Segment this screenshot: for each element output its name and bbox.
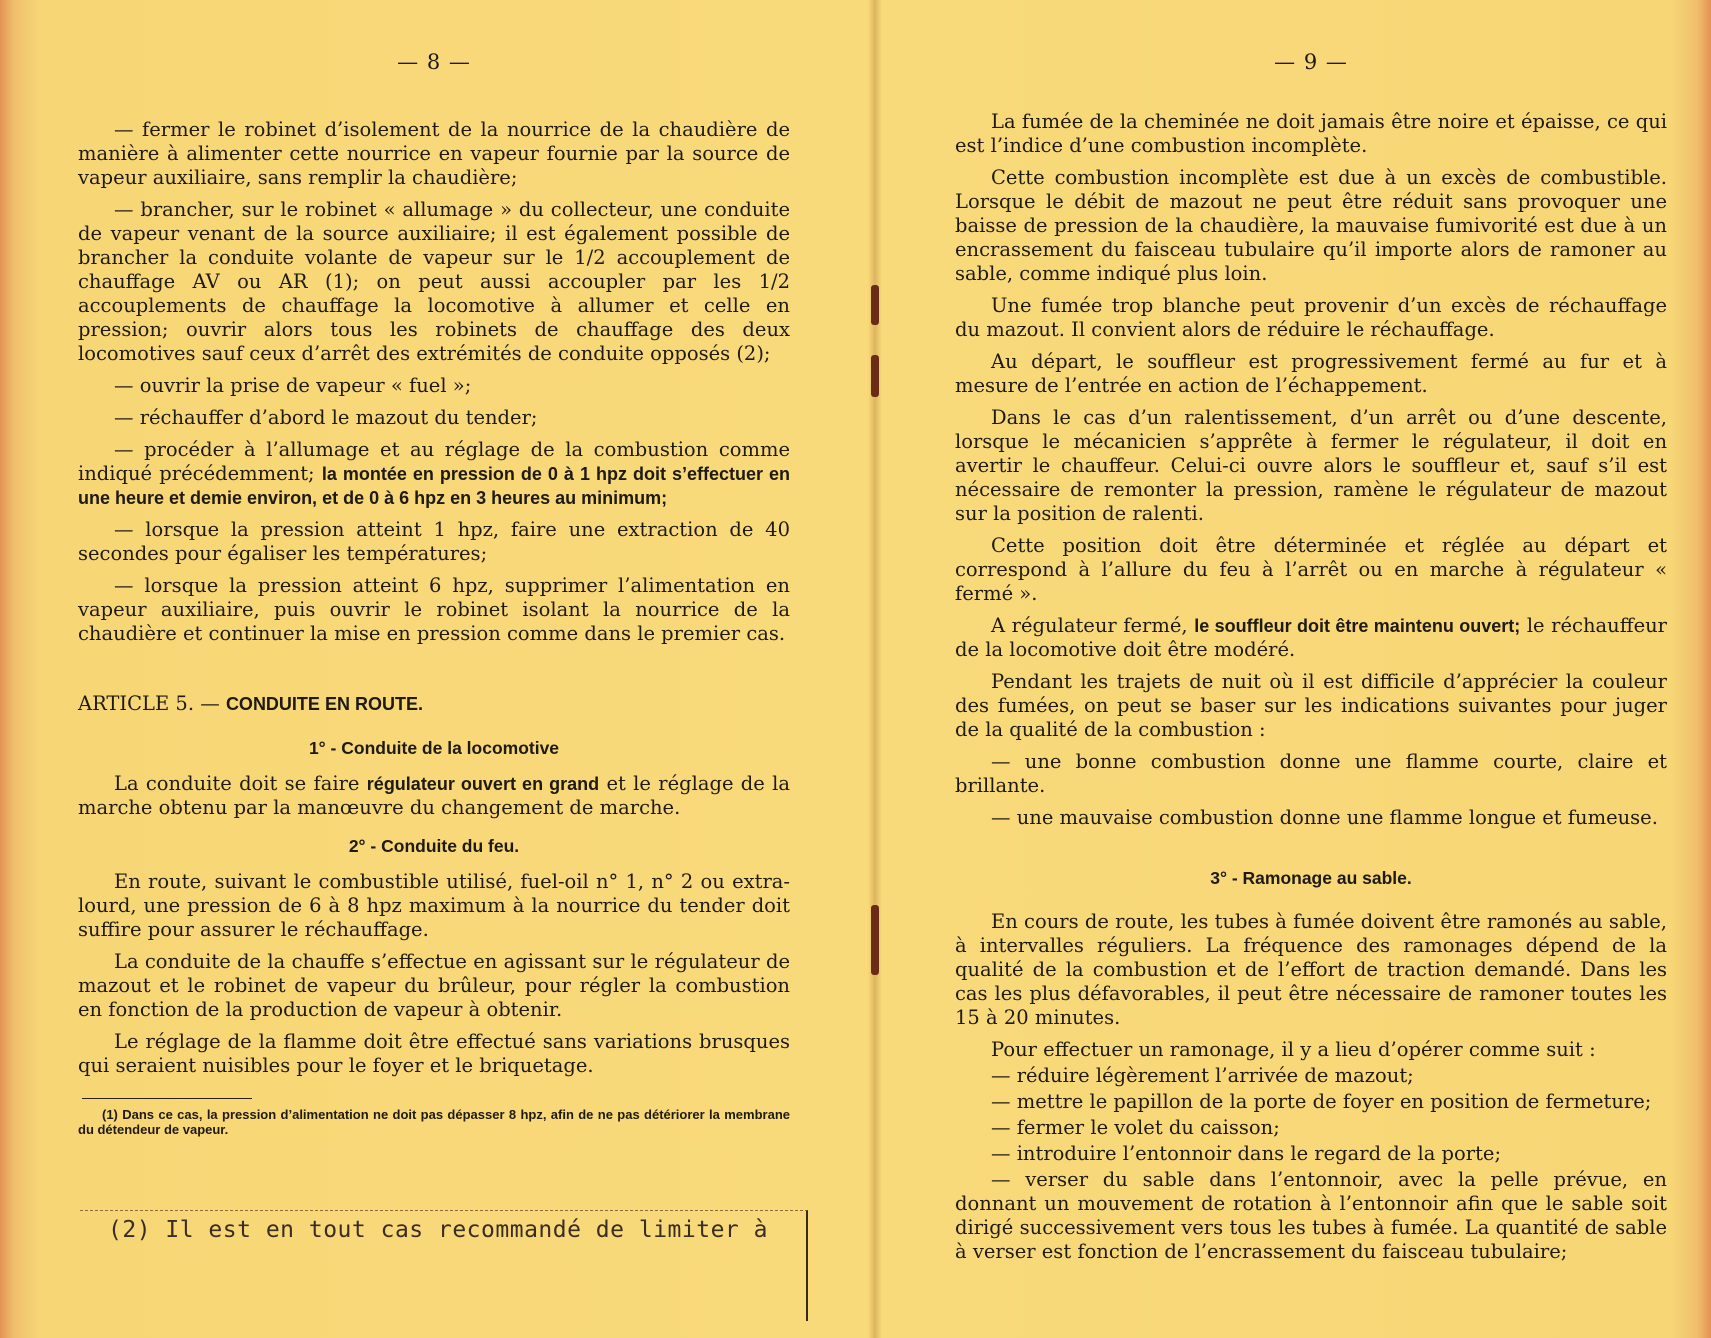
paragraph-text: le réchauffeur de la locomotive doit être modéré. [955,614,1667,661]
paragraph: Dans le cas d’un ralentissement, d’un arrêt ou d’une descente, lorsque le mécanicien s’apprête à fermer le régulateur, il doit en avertir le chauffeur. Celui-ci ouvre alors le souffleur et, sauf s’il est nécessaire de remonter la pression, ramène le régulateur de mazout sur la position de ralenti. [955,406,1667,525]
paragraph: En cours de route, les tubes à fumée doivent être ramonés au sable, à intervalles réguliers. La fréquence des ramonages dépend de la qualité de la combustion et de l’effort de traction demandé. Dans les cas les plus défavorables, il peut être nécessaire de ramoner toutes les 15 à 20 minutes. [955,910,1667,1029]
typed-note: (2) Il est en tout cas recommandé de limiter à [108,1217,768,1243]
paragraph: — lorsque la pression atteint 6 hpz, supprimer l’alimentation en vapeur auxiliaire, puis ouvrir le robinet isolant la nourrice de la chaudière et continuer la mise en pression comme dans le premier cas. [78,574,790,645]
section-heading: 2° - Conduite du feu. [348,836,520,856]
page-number: — 9 — [1274,50,1348,74]
paragraph: Pendant les trajets de nuit où il est difficile d’apprécier la couleur des fumées, on peut se baser sur les indications suivantes pour juger de la qualité de la combustion : [955,670,1667,741]
paragraph: — une mauvaise combustion donne une flamme longue et fumeuse. [991,806,1658,829]
list-item: — mettre le papillon de la porte de foyer en position de fermeture; [991,1090,1652,1113]
footnote: (1) Dans ce cas, la pression d’alimentation ne doit pas dépasser 8 hpz, afin de ne pas détériorer la membrane du détendeur de vapeur. [78,1107,790,1137]
bold-emphasis: régulateur ouvert en grand [366,774,600,794]
article-heading [78,692,790,716]
typed-addendum-box [80,1210,808,1321]
paragraph: La fumée de la cheminée ne doit jamais être noire et épaisse, ce qui est l’indice d’une combustion incomplète. [955,110,1667,157]
paragraph-text: A régulateur fermé, [991,614,1195,637]
left-page [78,0,790,1338]
paragraph [78,772,790,820]
paragraph-text: La conduite doit se faire [114,772,367,795]
paragraph: — brancher, sur le robinet « allumage » du collecteur, une conduite de vapeur venant de la source auxiliaire; il est également possible de brancher la conduite volante de vapeur sur le 1/2 accouplement de chauffage AV ou AR (1); on peut aussi accoupler par les 1/2 accouplements de chauffage la locomotive à allumer et celle en pression; ouvrir alors tous les robinets de chauffage des deux locomotives sauf ceux d’arrêt des extrémités de conduite opposés (2); [78,198,790,365]
list-item: — verser du sable dans l’entonnoir, avec la pelle prévue, en donnant un mouvement de rotation à l’entonnoir afin que le sable soit dirigé successivement vers tous les tubes à fumée. La quantité de sable à verser est fonction de l’encrassement du faisceau tubulaire; [955,1168,1667,1263]
section-heading: 1° - Conduite de la locomotive [308,738,560,758]
paragraph [955,614,1667,662]
article-label: ARTICLE 5. — [78,692,226,715]
paragraph: Au départ, le souffleur est progressivement fermé au fur et à mesure de l’entrée en action de l’échappement. [955,350,1667,397]
paragraph: — une bonne combustion donne une flamme courte, claire et brillante. [955,750,1667,797]
paragraph: Cette position doit être déterminée et réglée au départ et correspond à l’allure du feu à l’arrêt ou en marche à régulateur « fermé ». [955,534,1667,605]
paragraph: Une fumée trop blanche peut provenir d’un excès de réchauffage du mazout. Il convient alors de réduire le réchauffage. [955,294,1667,341]
right-page [955,0,1667,1338]
paragraph-text: — procéder à l’allumage et au réglage de la combustion comme indiqué précédemment; [78,438,790,485]
paragraph: Pour effectuer un ramonage, il y a lieu d’opérer comme suit : [991,1038,1596,1061]
paragraph: — fermer le robinet d’isolement de la nourrice de la chaudière de manière à alimenter cette nourrice en vapeur fournie par la source de vapeur auxiliaire, sans remplir la chaudière; [78,118,790,189]
paragraph: La conduite de la chauffe s’effectue en agissant sur le régulateur de mazout et le robinet de vapeur du brûleur, pour régler la combustion en fonction de la production de vapeur à obtenir. [78,950,790,1021]
staple-lower [871,905,879,975]
article-title: CONDUITE EN ROUTE. [225,694,423,714]
staple-top [871,285,879,325]
footnote-divider [82,1098,252,1099]
list-item: — réduire légèrement l’arrivée de mazout; [991,1064,1414,1087]
paragraph: En route, suivant le combustible utilisé, fuel-oil n° 1, n° 2 ou extra-lourd, une pression de 6 à 8 hpz maximum à la nourrice du tender doit suffire pour assurer le réchauffage. [78,870,790,941]
paragraph-text: et le réglage de la marche obtenu par la manœuvre du changement de marche. [78,772,791,819]
right-page-body [955,110,1667,1264]
binding-gutter [868,0,882,1338]
list-item: — introduire l’entonnoir dans le regard de la porte; [991,1142,1502,1165]
paragraph: — réchauffer d’abord le mazout du tender; [114,406,538,429]
paragraph: Cette combustion incomplète est due à un excès de combustible. Lorsque le débit de mazout ne peut être réduit sans provoquer une baisse de pression de la chaudière, la mauvaise fumivorité est due à un encrassement du faisceau tubulaire qu’il importe alors de ramoner au sable, comme indiqué plus loin. [955,166,1667,285]
bold-emphasis: la montée en pression de 0 à 1 hpz doit s’effectuer en une heure et demie environ, et de 0 à 6 hpz en 3 heures au minimum; [78,464,791,508]
bold-emphasis: le souffleur doit être maintenu ouvert; [1194,616,1521,636]
paragraph: — ouvrir la prise de vapeur « fuel »; [114,374,472,397]
paragraph: Le réglage de la flamme doit être effectué sans variations brusques qui seraient nuisibles pour le foyer et le briquetage. [78,1030,790,1077]
section-heading: 3° - Ramonage au sable. [1210,868,1412,888]
left-page-body [78,118,790,1137]
page-number: — 8 — [397,50,471,74]
paragraph [78,438,790,510]
staple-upper [871,355,879,397]
list-item: — fermer le volet du caisson; [991,1116,1280,1139]
paragraph: — lorsque la pression atteint 1 hpz, faire une extraction de 40 secondes pour égaliser les températures; [78,518,790,565]
